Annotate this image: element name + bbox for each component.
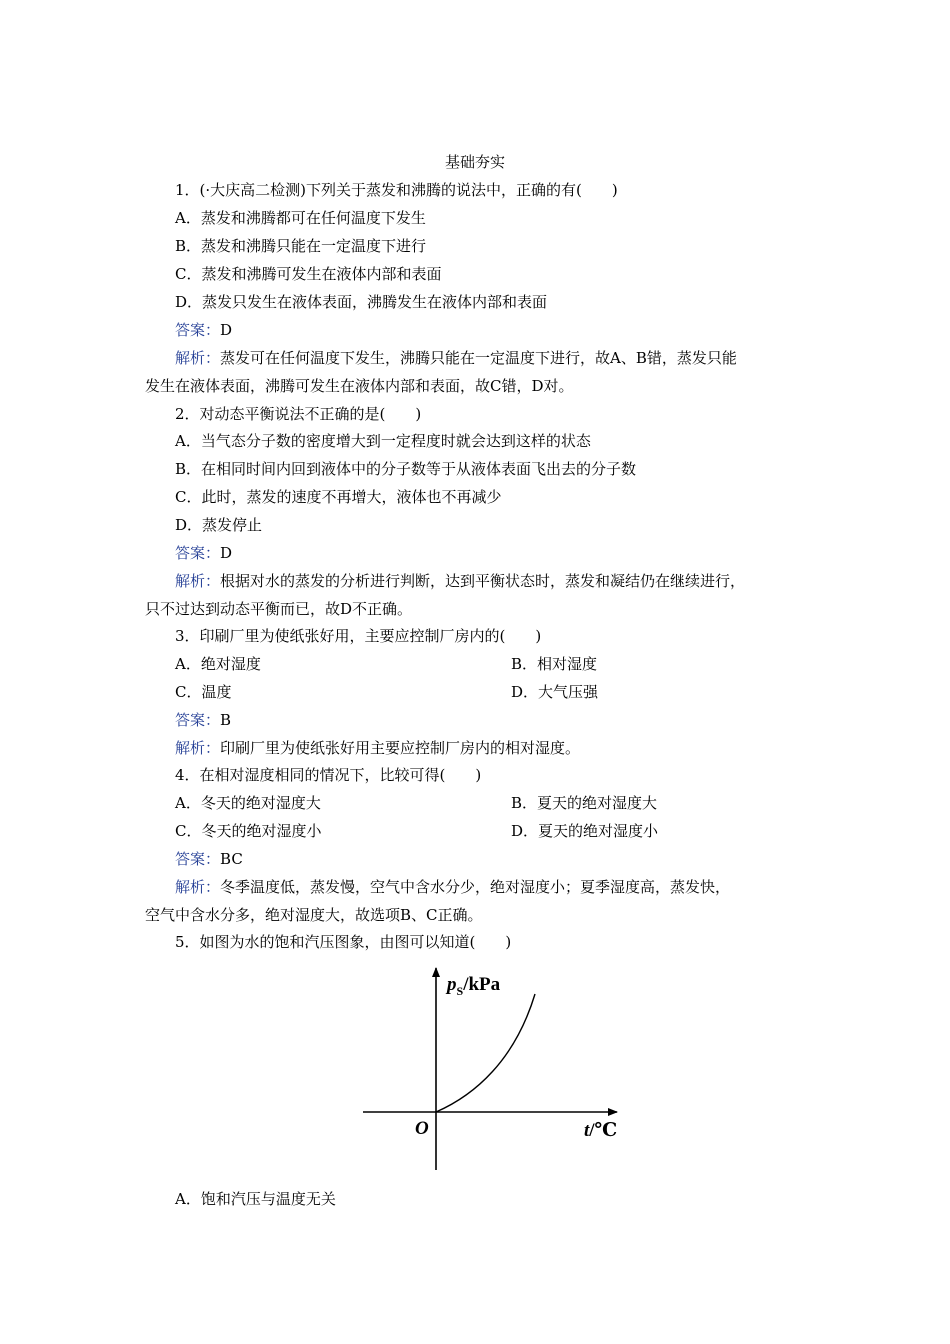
pressure-curve — [436, 994, 535, 1112]
question-5-option-a: A．饱和汽压与温度无关 — [175, 1190, 336, 1208]
analysis-label: 解析： — [175, 349, 221, 367]
analysis-text: 蒸发可在任何温度下发生，沸腾只能在一定温度下进行，故A、B错，蒸发只能 — [220, 349, 737, 367]
x-axis-label-unit: /℃ — [589, 1120, 618, 1141]
question-3-option-d: D．大气压强 — [511, 683, 599, 701]
question-1-option-c: C．蒸发和沸腾可发生在液体内部和表面 — [175, 265, 442, 283]
question-4-analysis — [175, 876, 730, 898]
question-2-option-b: B．在相同时间内回到液体中的分子数等于从液体表面飞出去的分子数 — [175, 460, 637, 478]
question-4-answer — [175, 848, 243, 870]
answer-label: 答案： — [175, 321, 221, 339]
question-4-option-d: D．夏天的绝对湿度小 — [511, 822, 659, 840]
answer-label: 答案： — [175, 544, 221, 562]
y-axis-label — [445, 974, 501, 998]
saturation-vapor-pressure-graph — [355, 960, 635, 1175]
x-axis-label-t: t — [584, 1120, 590, 1141]
answer-value: D — [220, 544, 233, 562]
answer-label: 答案： — [175, 711, 221, 729]
question-5-stem: 5．如图为水的饱和汽压图象，由图可以知道( ) — [175, 933, 512, 951]
question-1-option-a: A．蒸发和沸腾都可在任何温度下发生 — [175, 209, 426, 227]
question-2-option-c: C．此时，蒸发的速度不再增大，液体也不再减少 — [175, 488, 502, 506]
analysis-label: 解析： — [175, 878, 221, 896]
x-axis-label — [584, 1120, 617, 1141]
question-1-analysis-continued: 发生在液体表面，沸腾可发生在液体内部和表面，故C错，D对。 — [145, 377, 574, 395]
question-3-analysis — [175, 737, 580, 759]
question-3-option-b: B．相对湿度 — [511, 655, 598, 673]
question-4-analysis-continued: 空气中含水分多，绝对湿度大，故选项B、C正确。 — [145, 906, 483, 924]
question-1-answer — [175, 319, 232, 341]
question-4-option-b: B．夏天的绝对湿度大 — [511, 794, 658, 812]
question-3-answer — [175, 709, 231, 731]
question-2-option-a: A．当气态分子数的密度增大到一定程度时就会达到这样的状态 — [175, 432, 591, 450]
answer-value: B — [220, 711, 232, 729]
analysis-text: 印刷厂里为使纸张好用主要应控制厂房内的相对湿度。 — [220, 739, 581, 757]
answer-value: D — [220, 321, 233, 339]
question-4-option-a: A．冬天的绝对湿度大 — [175, 794, 321, 812]
question-1-option-d: D．蒸发只发生在液体表面，沸腾发生在液体内部和表面 — [175, 293, 548, 311]
question-4-stem: 4．在相对湿度相同的情况下，比较可得( ) — [175, 766, 482, 784]
answer-value: BC — [220, 850, 243, 868]
analysis-label: 解析： — [175, 739, 221, 757]
y-axis-label-unit: /kPa — [463, 974, 501, 995]
analysis-text: 根据对水的蒸发的分析进行判断，达到平衡状态时，蒸发和凝结仍在继续进行， — [220, 572, 746, 590]
question-2-analysis — [175, 570, 745, 592]
question-2-analysis-continued: 只不过达到动态平衡而已，故D不正确。 — [145, 600, 413, 618]
origin-label: O — [415, 1118, 429, 1139]
y-axis-label-p: p — [447, 974, 457, 995]
question-2-stem: 2．对动态平衡说法不正确的是( ) — [175, 405, 422, 423]
answer-label: 答案： — [175, 850, 221, 868]
question-3-option-c: C．温度 — [175, 683, 232, 701]
question-4-option-c: C．冬天的绝对湿度小 — [175, 822, 322, 840]
analysis-text: 冬季温度低，蒸发慢，空气中含水分少，绝对湿度小；夏季湿度高，蒸发快， — [220, 878, 731, 896]
question-3-stem: 3．印刷厂里为使纸张好用，主要应控制厂房内的( ) — [175, 627, 542, 645]
analysis-label: 解析： — [175, 572, 221, 590]
question-3-option-a: A．绝对湿度 — [175, 655, 261, 673]
question-2-answer — [175, 542, 232, 564]
y-axis-label-sub: S — [456, 984, 464, 998]
question-1-stem: 1．(·大庆高二检测)下列关于蒸发和沸腾的说法中，正确的有( ) — [175, 181, 618, 199]
question-1-option-b: B．蒸发和沸腾只能在一定温度下进行 — [175, 237, 427, 255]
page-title: 基础夯实 — [444, 153, 505, 171]
question-2-option-d: D．蒸发停止 — [175, 516, 263, 534]
question-1-analysis — [175, 347, 737, 369]
